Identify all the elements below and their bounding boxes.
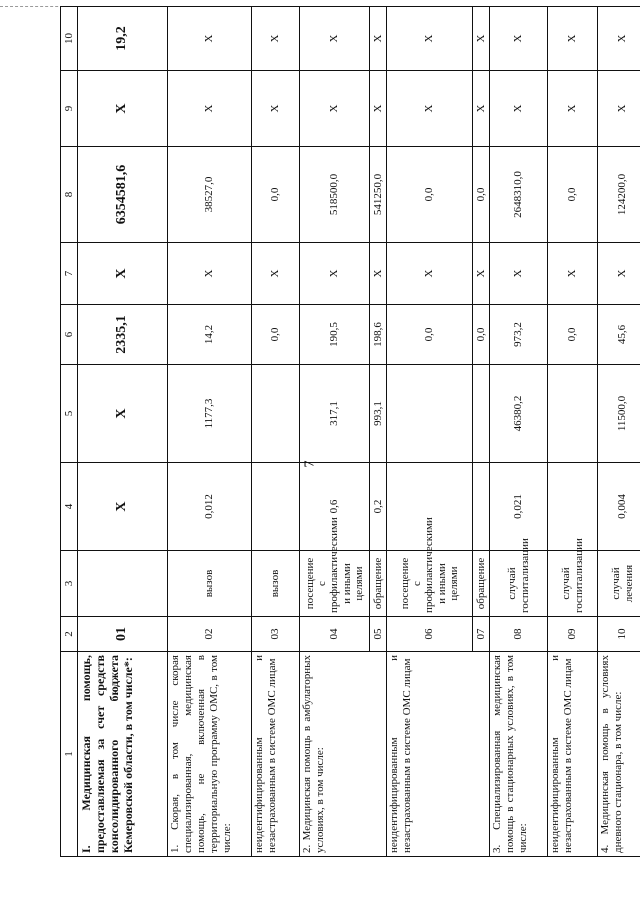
cell: 0,004 [598,463,640,551]
cell: X [548,71,598,147]
row-code: 07 [473,617,490,652]
header-cell: 1 [61,652,78,857]
row-name: I. Медицинская помощь, предоставляемая за счет средств консолидированного бюджета Кемеровской области, в том числе*: [78,652,168,857]
cell: X [548,243,598,305]
cell: X [490,71,548,147]
cell: X [370,243,387,305]
cell: X [168,243,252,305]
cell: 0,2 [370,463,387,551]
page-number: 7 [302,460,318,468]
row-name: 4. Медицинская помощь в условиях дневного стационара, в том числе: [598,652,640,857]
header-cell: 2 [61,617,78,652]
cell: X [598,243,640,305]
header-cell: 10 [61,7,78,71]
cell: 518500,0 [300,147,370,243]
row-code: 08 [490,617,548,652]
header-cell: 3 [61,551,78,617]
cell: 541250,0 [370,147,387,243]
cell: 2335,1 [78,305,168,365]
cell: X [300,243,370,305]
header-cell: 4 [61,463,78,551]
table-row [548,7,598,857]
cell: 0,0 [548,305,598,365]
cell [473,365,490,463]
cell: X [252,7,300,71]
cell: 993,1 [370,365,387,463]
cell: 0,012 [168,463,252,551]
cell: 6354581,6 [78,147,168,243]
budget-table [60,6,640,857]
header-cell: 9 [61,71,78,147]
table-row [598,7,640,857]
cell: 45,6 [598,305,640,365]
cell: X [490,7,548,71]
row-code: 01 [78,617,168,652]
cell: X [473,71,490,147]
row-code: 10 [598,617,640,652]
cell: 2648310,0 [490,147,548,243]
header-cell: 8 [61,147,78,243]
cell: 38527,0 [168,147,252,243]
cell: 0,0 [387,305,473,365]
row-code: 02 [168,617,252,652]
row-unit: обращение [473,551,490,617]
table-row [387,7,473,857]
cell [387,365,473,463]
row-name: 1. Скорая, в том числе скорая специализированная, медицинская помощь, не включенная в территориальную программу ОМС, в том числе: [168,652,252,857]
cell: 0,0 [473,147,490,243]
cell: 0,6 [300,463,370,551]
row-unit: посещение с профилактическими и иными целями [300,551,370,617]
cell: 11500,0 [598,365,640,463]
cell: X [387,71,473,147]
table-row [300,7,370,857]
cell: 19,2 [78,7,168,71]
row-code: 04 [300,617,370,652]
cell [548,365,598,463]
row-unit [78,551,168,617]
table-row [252,7,300,857]
row-unit: случай госпитализации [490,551,548,617]
row-code: 06 [387,617,473,652]
row-unit: вызов [168,551,252,617]
row-name: неидентифицированным и незастрахованным в системе ОМС лицам [387,652,490,857]
cell: X [370,71,387,147]
cell: X [473,243,490,305]
row-name: неидентифицированным и незастрахованным в системе ОМС лицам [548,652,598,857]
row-code: 05 [370,617,387,652]
cell: X [598,71,640,147]
cell [473,463,490,551]
cell: 198,6 [370,305,387,365]
cell: 0,0 [473,305,490,365]
cell: X [300,7,370,71]
cell: 190,5 [300,305,370,365]
row-code: 03 [252,617,300,652]
row-unit: обращение [370,551,387,617]
cell: 124200,0 [598,147,640,243]
cell: X [252,243,300,305]
cell: X [168,71,252,147]
cell: X [548,7,598,71]
cell: 0,0 [252,305,300,365]
cell: 0,0 [252,147,300,243]
cell: 0,0 [387,147,473,243]
table-row [78,7,168,857]
cell: X [252,71,300,147]
cell: 14,2 [168,305,252,365]
cell: 0,021 [490,463,548,551]
cell: X [78,243,168,305]
table-row [490,7,548,857]
cell: 46380,2 [490,365,548,463]
cell [252,365,300,463]
row-unit: вызов [252,551,300,617]
cell: X [168,7,252,71]
row-name: неидентифицированным и незастрахованным в системе ОМС лицам [252,652,300,857]
cell: X [78,463,168,551]
header-row [61,7,78,857]
cell: 1177,3 [168,365,252,463]
cell: 317,1 [300,365,370,463]
header-cell: 5 [61,365,78,463]
row-code: 09 [548,617,598,652]
cell: 973,2 [490,305,548,365]
row-unit: случай лечения [598,551,640,617]
cell: X [473,7,490,71]
cell: 0,0 [548,147,598,243]
row-unit: случай госпитализации [548,551,598,617]
cell: X [387,243,473,305]
table-row [168,7,252,857]
cell: X [387,7,473,71]
cell: X [78,71,168,147]
header-cell: 7 [61,243,78,305]
cell: X [598,7,640,71]
cell: X [78,365,168,463]
row-unit: посещение с профилактическими и иными целями [387,551,473,617]
cell: X [490,243,548,305]
row-name: 2. Медицинская помощь в амбулаторных условиях, в том числе: [300,652,387,857]
header-cell: 6 [61,305,78,365]
row-name: 3. Специализированная медицинская помощь в стационарных условиях, в том числе: [490,652,548,857]
cell [252,463,300,551]
cell: X [300,71,370,147]
cell: X [370,7,387,71]
